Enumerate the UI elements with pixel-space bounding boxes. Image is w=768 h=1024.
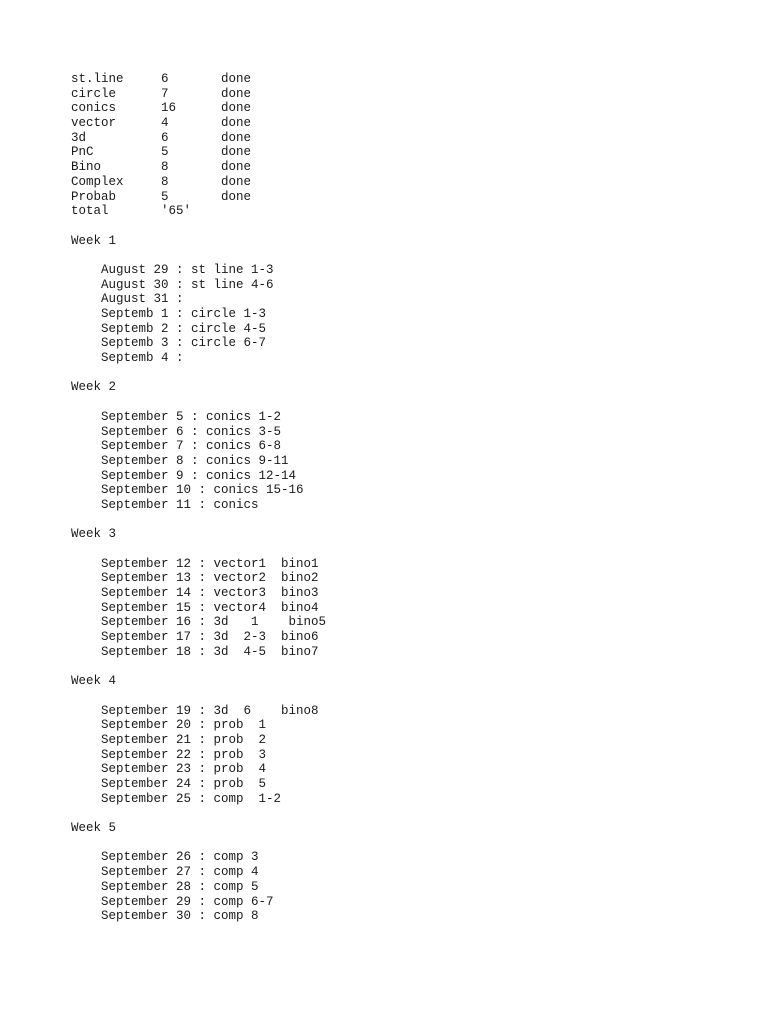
- week-section: [71, 234, 751, 366]
- spacer: [71, 366, 751, 381]
- week-heading: Week 4: [71, 674, 117, 689]
- week-heading: Week 3: [71, 527, 117, 542]
- summary-row: Complex 8 done: [71, 174, 252, 189]
- schedule-entry: September 21 : prob 2: [101, 732, 267, 747]
- spacer: [71, 660, 751, 675]
- spacer: [71, 395, 751, 410]
- spacer: [71, 542, 751, 557]
- schedule-entry: August 31 :: [101, 292, 184, 307]
- summary-row: Probab 5 done: [71, 189, 252, 204]
- schedule-entry: August 29 : st line 1-3: [101, 262, 274, 277]
- spacer: [71, 689, 751, 704]
- schedule-entry: September 17 : 3d 2-3 bino6: [101, 630, 319, 645]
- schedule-entry: September 20 : prob 1: [101, 718, 267, 733]
- schedule-entry: Septemb 4 :: [101, 351, 184, 366]
- schedule-entry: September 27 : comp 4: [101, 865, 259, 880]
- summary-row: circle 7 done: [71, 86, 252, 101]
- schedule-entry: September 28 : comp 5: [101, 879, 259, 894]
- spacer: [71, 836, 751, 851]
- topic-summary-table: [71, 72, 751, 219]
- schedule-entry: September 29 : comp 6-7: [101, 894, 274, 909]
- schedule-entry: Septemb 3 : circle 6-7: [101, 336, 267, 351]
- schedule-entry: September 7 : conics 6-8: [101, 439, 282, 454]
- schedule-entry: September 22 : prob 3: [101, 747, 267, 762]
- spacer: [71, 219, 751, 234]
- summary-total-row: total '65': [71, 204, 192, 219]
- schedule-entry: September 5 : conics 1-2: [101, 409, 282, 424]
- spacer: [71, 806, 751, 821]
- summary-row: st.line 6 done: [71, 72, 252, 86]
- schedule-entry: September 8 : conics 9-11: [101, 453, 289, 468]
- summary-row: PnC 5 done: [71, 145, 252, 160]
- week-heading: Week 1: [71, 233, 117, 248]
- schedule-entry: Septemb 2 : circle 4-5: [101, 321, 267, 336]
- schedule-entry: August 30 : st line 4-6: [101, 277, 274, 292]
- summary-row: vector 4 done: [71, 116, 252, 131]
- week-heading: Week 5: [71, 821, 117, 836]
- schedule-entry: Septemb 1 : circle 1-3: [101, 307, 267, 321]
- document-body: [71, 72, 751, 924]
- schedule-entry: September 30 : comp 8: [101, 909, 259, 924]
- schedule-entry: September 6 : conics 3-5: [101, 424, 282, 439]
- schedule-entry: September 12 : vector1 bino1: [101, 556, 319, 571]
- week-section: [71, 527, 751, 659]
- schedule-entry: September 25 : comp 1-2: [101, 791, 282, 806]
- schedule-entry: September 18 : 3d 4-5 bino7: [101, 644, 319, 659]
- schedule-entry: September 15 : vector4 bino4: [101, 600, 319, 615]
- summary-row: conics 16 done: [71, 101, 252, 116]
- week-section: [71, 380, 751, 512]
- week-section: [71, 674, 751, 806]
- schedule-entry: September 23 : prob 4: [101, 762, 267, 777]
- week-section: [71, 821, 751, 924]
- schedule-entry: September 16 : 3d 1 bino5: [101, 615, 327, 630]
- week-heading: Week 2: [71, 380, 117, 395]
- schedule-entry: September 24 : prob 5: [101, 777, 267, 791]
- schedule-entry: September 11 : conics: [101, 497, 259, 512]
- schedule-entry: September 19 : 3d 6 bino8: [101, 703, 319, 718]
- schedule-entry: September 10 : conics 15-16: [101, 483, 304, 498]
- schedule-entry: September 14 : vector3 bino3: [101, 586, 319, 601]
- summary-row: Bino 8 done: [71, 160, 252, 175]
- schedule-entry: September 13 : vector2 bino2: [101, 571, 319, 586]
- schedule-entry: September 9 : conics 12-14: [101, 468, 297, 483]
- spacer: [71, 248, 751, 263]
- schedule-entry: September 26 : comp 3: [101, 850, 259, 865]
- spacer: [71, 513, 751, 528]
- summary-row: 3d 6 done: [71, 130, 252, 145]
